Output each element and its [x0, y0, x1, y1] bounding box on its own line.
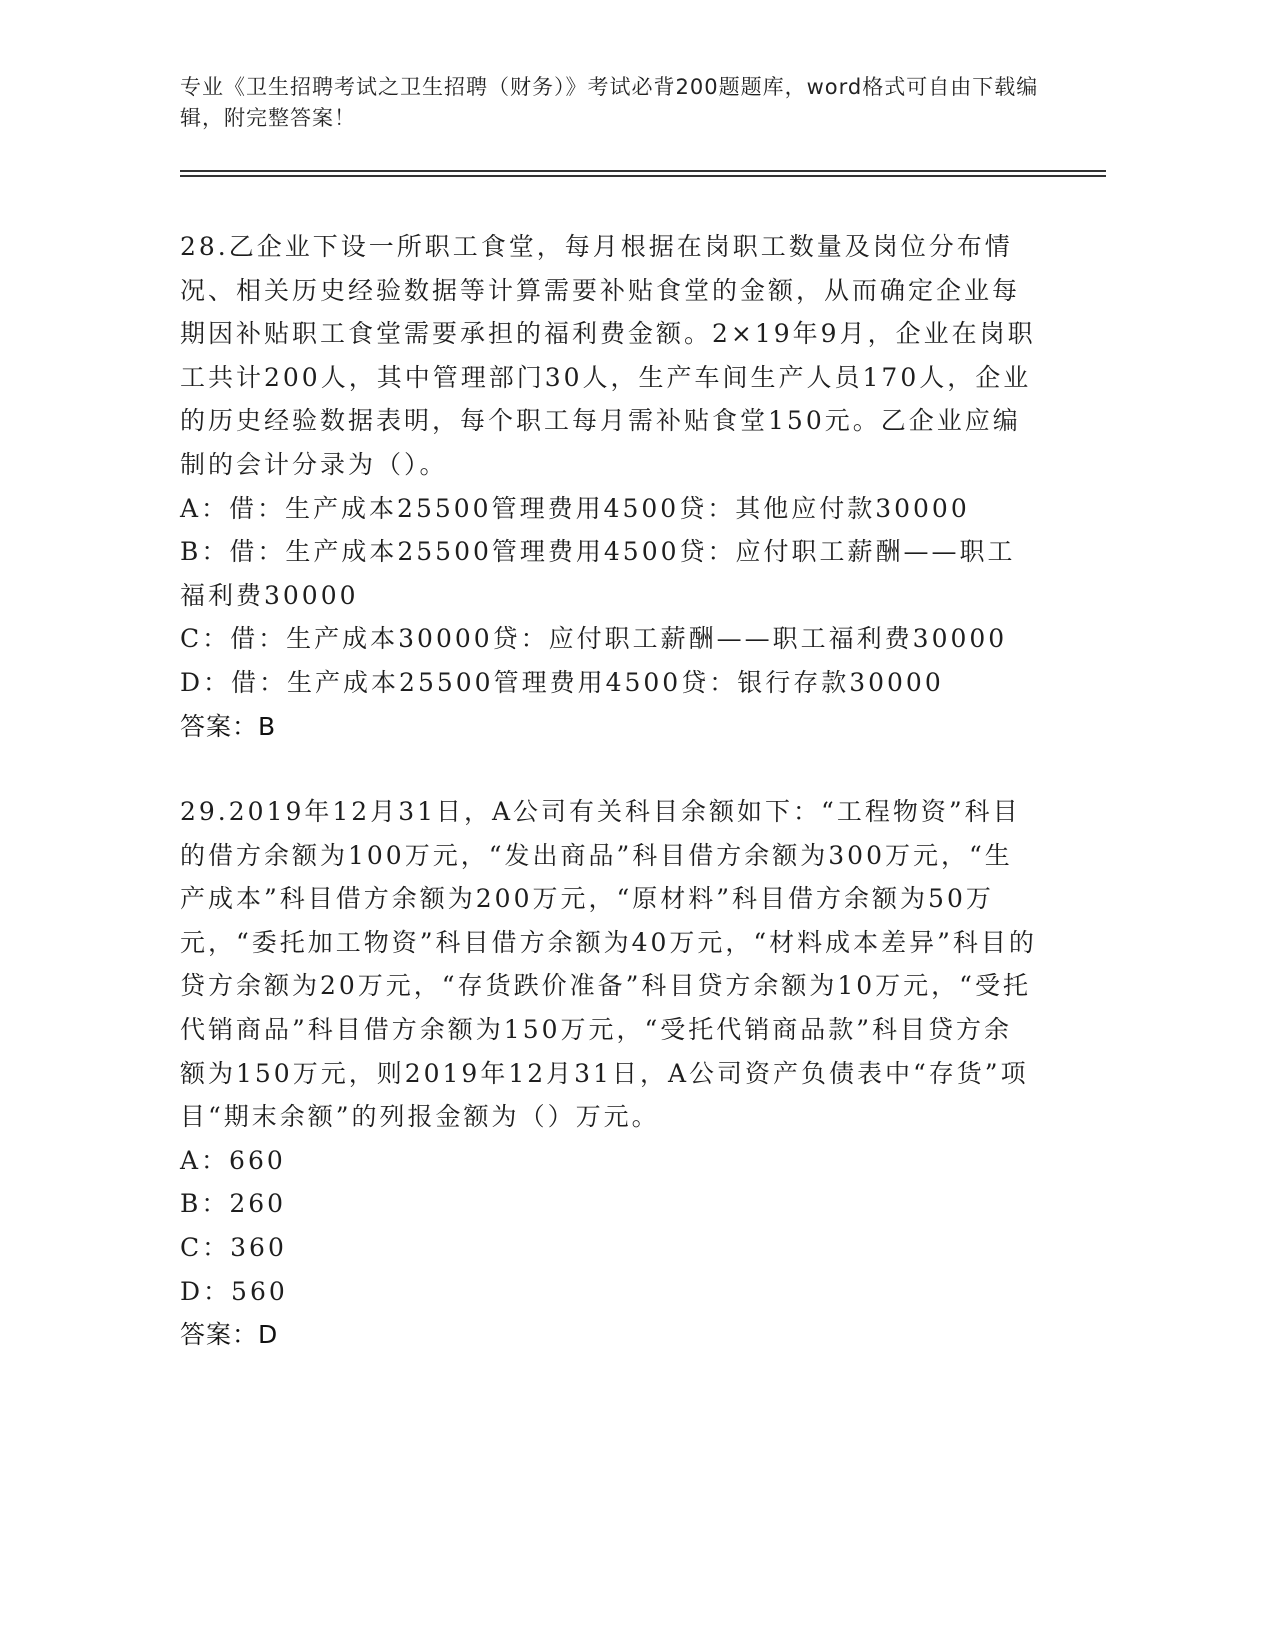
option-d: D：借：生产成本25500管理费用4500贷：银行存款30000 [180, 667, 944, 697]
header-divider-top [180, 170, 1106, 172]
option-b: B：借：生产成本25500管理费用4500贷：应付职工薪酬——职工福利费30000 [180, 537, 1016, 610]
option-b: B：260 [180, 1189, 287, 1219]
option-d: D：560 [180, 1276, 288, 1306]
question-29 [180, 790, 1040, 1357]
option-c: C：360 [180, 1232, 287, 1262]
answer-line: 答案：B [180, 711, 277, 741]
answer-line: 答案：D [180, 1320, 279, 1350]
question-stem: 29.2019年12月31日，A公司有关科目余额如下：“工程物资”科目的借方余额为100万元，“发出商品”科目借方余额为300万元，“生产成本”科目借方余额为200万元，“原材料”科目借方余额为50万元，“委托加工物资”科目借方余额为40万元，“材料成本差异”科目的贷方余额为20万元，“存货跌价准备”科目贷方余额为10万元，“受托代销商品”科目借方余额为150万元，“受托代销商品款”科目贷方余额为150万元，则2019年12月31日，A公司资产负债表中“存货”项目“期末余额”的列报金额为（）万元。 [180, 797, 1037, 1132]
question-28 [180, 225, 1040, 748]
header-divider-bottom [180, 175, 1106, 177]
header-title: 专业《卫生招聘考试之卫生招聘（财务）》考试必背200题题库，word格式可自由下载编辑，附完整答案！ [180, 75, 1039, 130]
question-stem: 28.乙企业下设一所职工食堂，每月根据在岗职工数量及岗位分布情况、相关历史经验数据等计算需要补贴食堂的金额，从而确定企业每期因补贴职工食堂需要承担的福利费金额。2×19年9月，企业在岗职工共计200人，其中管理部门30人，生产车间生产人员170人，企业的历史经验数据表明，每个职工每月需补贴食堂150元。乙企业应编制的会计分录为（）。 [180, 232, 1036, 479]
option-a: A：借：生产成本25500管理费用4500贷：其他应付款30000 [180, 493, 970, 523]
document-header [180, 72, 1040, 134]
option-a: A：660 [180, 1145, 286, 1175]
option-c: C：借：生产成本30000贷：应付职工薪酬——职工福利费30000 [180, 624, 1008, 654]
